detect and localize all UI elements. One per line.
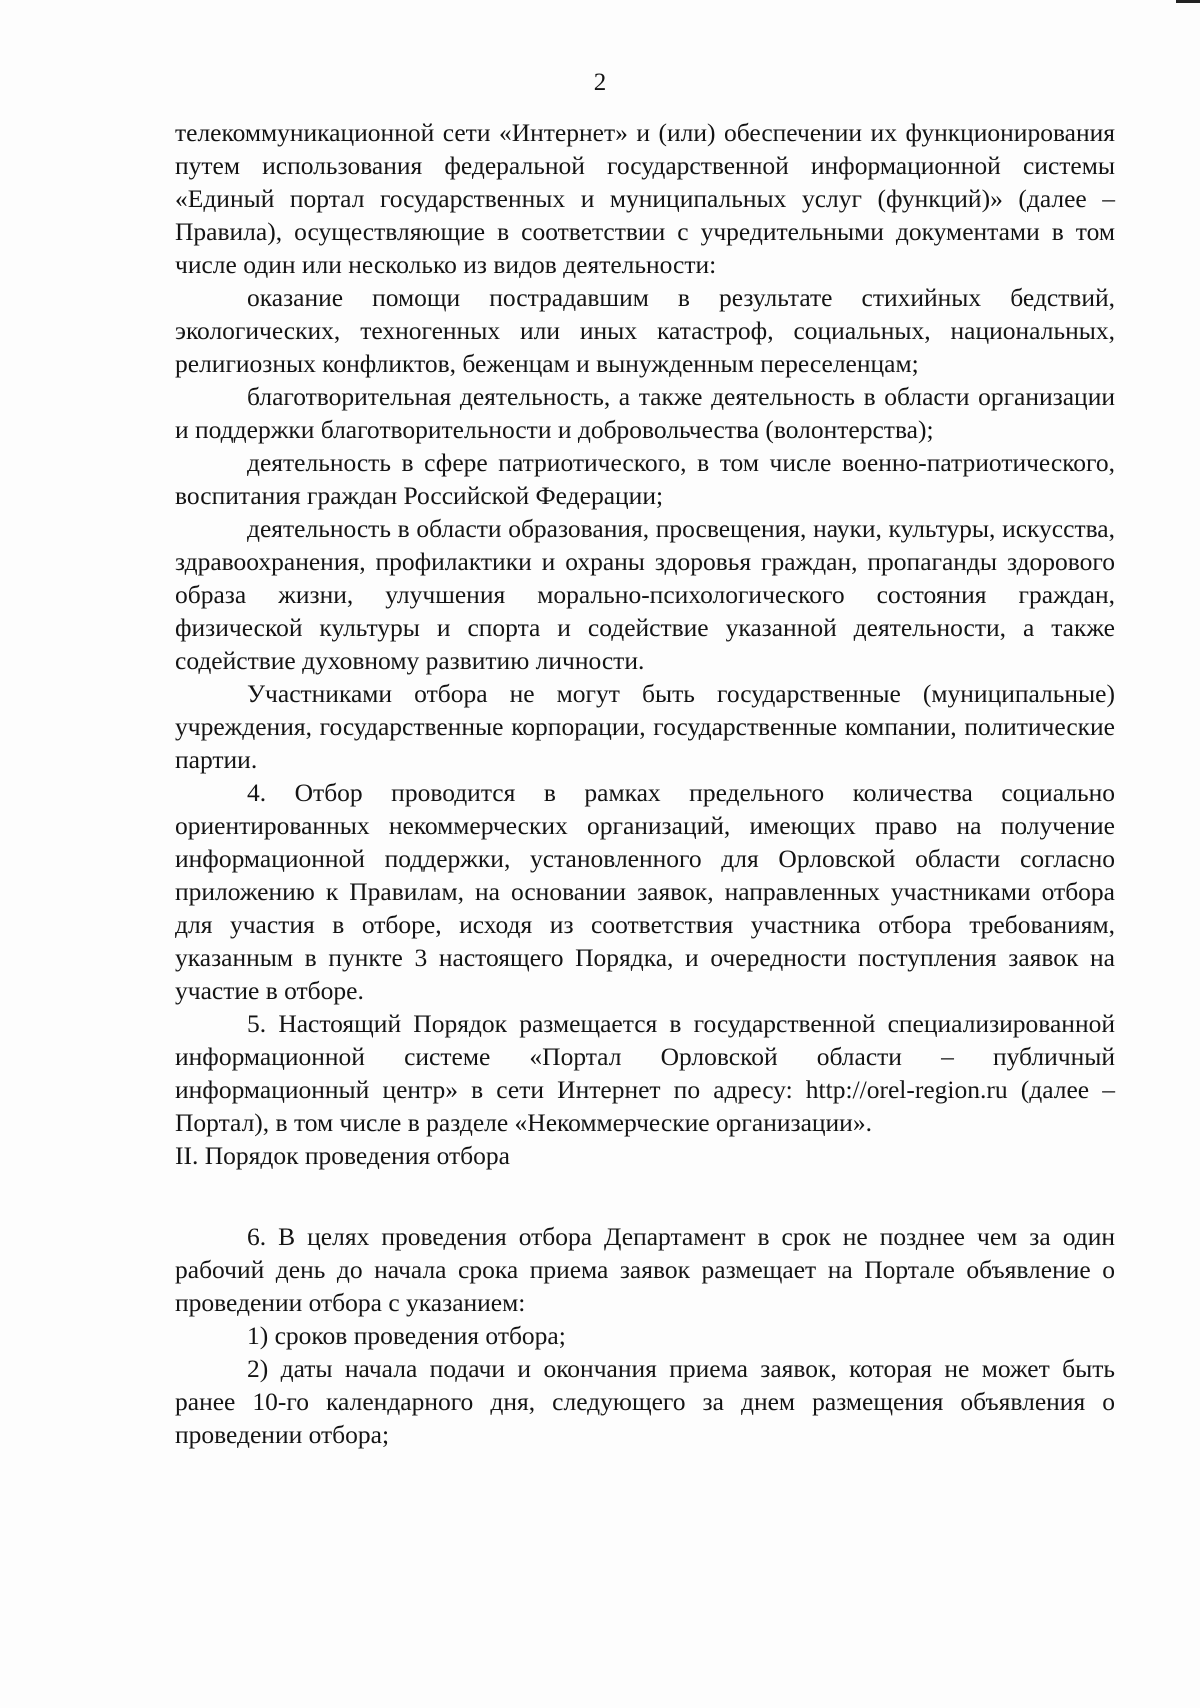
section-heading: II. Порядок проведения отбора	[175, 1141, 510, 1170]
paragraph-item-4: 4. Отбор проводится в рамках предельного количества социально ориентированных некоммерческих организаций, имеющих право на получение информационной поддержки, установленного для Орловской области согласно приложению к Правилам, на основании заявок, направленных участниками отбора для участия в отборе, исходя из соответствия участника отбора требованиям, указанным в пункте 3 настоящего Порядка, и очередности поступления заявок на участие в отборе.	[175, 778, 1115, 1005]
paragraph-activity-patriotic: деятельность в сфере патриотического, в том числе военно-патриотического, воспитания граждан Российской Федерации;	[175, 448, 1115, 510]
paragraph-activity-education: деятельность в области образования, просвещения, науки, культуры, искусства, здравоохранения, профилактики и охраны здоровья граждан, пропаганды здорового образа жизни, улучшения морально-психологического состояния граждан, физической культуры и спорта и содействие указанной деятельности, а также содействие духовному развитию личности.	[175, 514, 1115, 675]
paragraph-subitem-2: 2) даты начала подачи и окончания приема заявок, которая не может быть ранее 10-го календарного дня, следующего за днем размещения объявления о проведении отбора;	[175, 1354, 1115, 1449]
page-number: 2	[593, 69, 607, 96]
paragraph-subitem-1: 1) сроков проведения отбора;	[247, 1321, 566, 1350]
paragraph-item-5: 5. Настоящий Порядок размещается в государственной специализированной информационной системе «Портал Орловской области – публичный информационный центр» в сети Интернет по адресу: http://orel-region.ru (далее – Портал), в том числе в разделе «Некоммерческие организации».	[175, 1009, 1115, 1137]
scan-edge-mark	[1176, 0, 1200, 3]
paragraph-activity-disaster-aid: оказание помощи пострадавшим в результате стихийных бедствий, экологических, техногенных или иных катастроф, социальных, национальных, религиозных конфликтов, беженцам и вынужденным переселенцам;	[175, 283, 1115, 378]
paragraph-activity-charity: благотворительная деятельность, а также деятельность в области организации и поддержки благотворительности и добровольчества (волонтерства);	[175, 382, 1115, 444]
paragraph-item-6: 6. В целях проведения отбора Департамент в срок не позднее чем за один рабочий день до начала срока приема заявок размещает на Портале объявление о проведении отбора с указанием:	[175, 1222, 1115, 1317]
document-body	[175, 116, 1115, 1451]
paragraph-excluded-participants: Участниками отбора не могут быть государственные (муниципальные) учреждения, государственные корпорации, государственные компании, политические партии.	[175, 679, 1115, 774]
paragraph-continuation: телекоммуникационной сети «Интернет» и (или) обеспечении их функционирования путем использования федеральной государственной информационной системы «Единый портал государственных и муниципальных услуг (функций)» (далее – Правила), осуществляющие в соответствии с учредительными документами в том числе один или несколько из видов деятельности:	[175, 118, 1115, 279]
